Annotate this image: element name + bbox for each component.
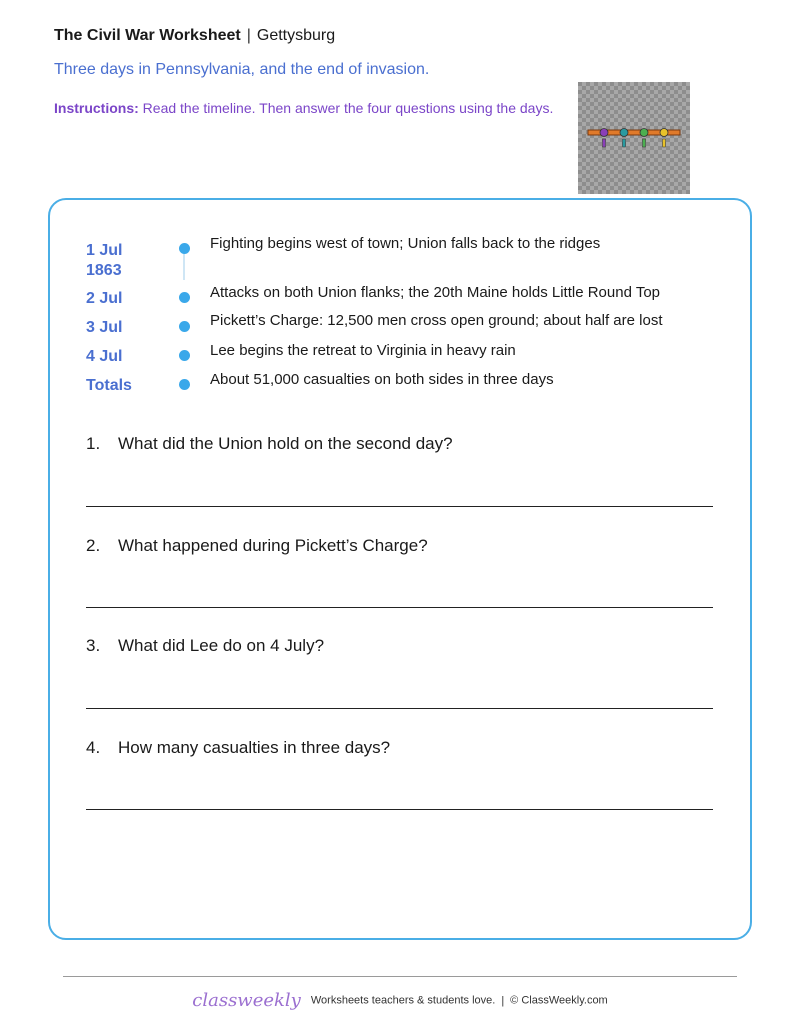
question	[86, 536, 428, 556]
answer-line[interactable]	[86, 708, 713, 709]
worksheet-card	[48, 198, 752, 940]
question-number: 2.	[86, 536, 101, 555]
answer-line[interactable]	[86, 607, 713, 608]
timeline-thumbnail-image	[578, 82, 690, 194]
footer-separator: |	[501, 994, 505, 1007]
question	[86, 636, 324, 656]
worksheet-topic: Gettysburg	[256, 27, 336, 44]
timeline-thumbnail-icon	[578, 82, 690, 194]
timeline-dot	[179, 379, 190, 390]
timeline-dot	[179, 350, 190, 361]
timeline-dot	[179, 321, 190, 332]
question	[86, 738, 390, 758]
instructions	[54, 97, 554, 119]
timeline-date: 3 Jul	[86, 319, 123, 336]
timeline-date: Totals	[86, 377, 132, 394]
instructions-text: Read the timeline. Then answer the four questions using the days.	[142, 100, 554, 116]
title-separator: |	[246, 27, 251, 44]
timeline-date: 2 Jul	[86, 290, 123, 307]
question-text: What did the Union hold on the second day?	[118, 434, 453, 453]
footer-divider	[63, 976, 737, 977]
question-text: What happened during Pickett’s Charge?	[118, 536, 428, 555]
question-number: 1.	[86, 434, 101, 453]
classweekly-logo: classweekly	[192, 990, 301, 1011]
timeline-event: Lee begins the retreat to Virginia in heavy rain	[210, 342, 516, 359]
question-number: 3.	[86, 636, 101, 655]
footer-tagline: Worksheets teachers & students love.	[310, 994, 496, 1007]
timeline-dot	[179, 292, 190, 303]
question-text: What did Lee do on 4 July?	[118, 636, 325, 655]
timeline-connector	[183, 250, 185, 280]
timeline-date: 1 Jul 1863	[86, 242, 123, 279]
instructions-label: Instructions:	[54, 100, 139, 116]
timeline-event: Fighting begins west of town; Union falls back to the ridges	[210, 235, 601, 252]
worksheet-subtitle: Three days in Pennsylvania, and the end of invasion.	[54, 61, 430, 78]
question-number: 4.	[86, 738, 101, 757]
timeline-dot	[179, 243, 190, 254]
question	[86, 434, 453, 454]
worksheet-title-main: The Civil War Worksheet	[54, 27, 241, 44]
question-text: How many casualties in three days?	[118, 738, 391, 757]
answer-line[interactable]	[86, 809, 713, 810]
worksheet-title	[54, 27, 335, 45]
timeline-event: Attacks on both Union flanks; the 20th Maine holds Little Round Top	[210, 284, 661, 301]
footer-copyright: © ClassWeekly.com	[510, 994, 608, 1007]
footer	[0, 990, 800, 1011]
timeline-date: 4 Jul	[86, 348, 123, 365]
timeline-event: About 51,000 casualties on both sides in three days	[210, 371, 554, 388]
answer-line[interactable]	[86, 506, 713, 507]
timeline-event: Pickett’s Charge: 12,500 men cross open ground; about half are lost	[210, 312, 663, 329]
